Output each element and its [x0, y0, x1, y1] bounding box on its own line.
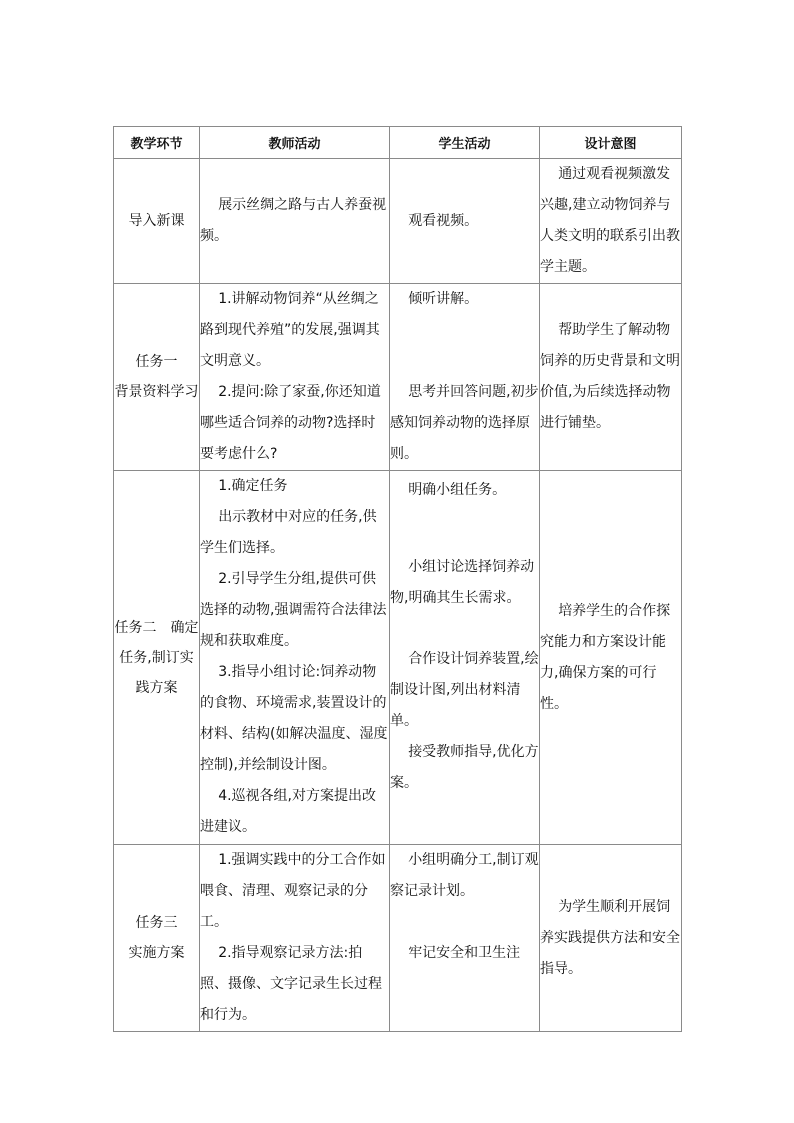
student-text: 倾听讲解。 [408, 291, 479, 307]
teacher-text: 2.指导观察记录方法:拍照、摄像、文字记录生长过程和行为。 [200, 945, 382, 1023]
header-student-activity: 学生活动 [390, 127, 540, 159]
teacher-text: 1.讲解动物饲养“从丝绸之路到现代养殖”的发展,强调其文明意义。 [200, 291, 380, 369]
student-text: 接受教师指导,优化方案。 [390, 744, 539, 791]
teacher-cell [200, 159, 390, 284]
intent-text: 为学生顺利开展饲养实践提供方法和安全指导。 [540, 898, 680, 977]
intent-text: 培养学生的合作探究能力和方案设计能力,确保方案的可行性。 [540, 602, 671, 712]
student-cell [390, 159, 540, 284]
teacher-text: 2.引导学生分组,提供可供选择的动物,强调需符合法律法规和获取难度。 [200, 571, 387, 649]
teacher-text: 出示教材中对应的任务,供学生们选择。 [200, 509, 377, 556]
teacher-text: 4.巡视各组,对方案提出改进建议。 [200, 788, 376, 835]
stage-cell [114, 159, 200, 284]
intent-text: 通过观看视频激发兴趣,建立动物饲养与人类文明的联系引出教学主题。 [540, 166, 680, 275]
stage-label: 实施方案 [128, 945, 185, 961]
student-text: 明确小组任务。 [408, 482, 507, 498]
stage-label: 导入新课 [128, 213, 185, 229]
intent-cell [540, 284, 682, 471]
stage-label: 背景资料学习 [114, 384, 199, 400]
student-cell [390, 471, 540, 845]
student-cell [390, 845, 540, 1032]
teacher-text: 1.强调实践中的分工合作如喂食、清理、观察记录的分工。 [200, 852, 386, 930]
stage-label: 任务三 [135, 915, 178, 931]
table-row [114, 284, 682, 471]
student-text: 合作设计饲养装置,绘制设计图,列出材料清单。 [390, 651, 539, 729]
student-text: 牢记安全和卫生注 [408, 945, 521, 961]
student-text: 观看视频。 [408, 212, 479, 229]
teacher-cell [200, 845, 390, 1032]
student-text: 小组讨论选择饲养动物,明确其生长需求。 [390, 559, 535, 606]
stage-cell [114, 845, 200, 1032]
teacher-text: 2.提问:除了家蚕,你还知道哪些适合饲养的动物?选择时要考虑什么? [200, 384, 381, 462]
teacher-cell [200, 284, 390, 471]
teacher-cell [200, 471, 390, 845]
table-row [114, 471, 682, 845]
header-design-intent: 设计意图 [540, 127, 682, 159]
header-row [114, 127, 682, 159]
stage-label: 任务二 确定任务,制订实践方案 [114, 619, 199, 696]
intent-cell [540, 471, 682, 845]
lesson-plan-table [113, 126, 682, 1032]
stage-cell [114, 284, 200, 471]
header-stage: 教学环节 [114, 127, 200, 159]
intent-cell [540, 845, 682, 1032]
intent-cell [540, 159, 682, 284]
teacher-text: 展示丝绸之路与古人养蚕视频。 [200, 197, 387, 244]
teacher-text: 1.确定任务 [218, 478, 288, 494]
header-teacher-activity: 教师活动 [200, 127, 390, 159]
student-cell [390, 284, 540, 471]
student-text: 思考并回答问题,初步感知饲养动物的选择原则。 [390, 384, 539, 462]
table-row [114, 845, 682, 1032]
student-text: 小组明确分工,制订观察记录计划。 [390, 852, 539, 899]
teacher-text: 3.指导小组讨论:饲养动物的食物、环境需求,装置设计的材料、结构(如解决温度、湿度控制),并绘制设计图。 [200, 664, 388, 773]
table-row [114, 159, 682, 284]
stage-cell [114, 471, 200, 845]
intent-text: 帮助学生了解动物饲养的历史背景和文明价值,为后续选择动物进行铺垫。 [540, 322, 680, 431]
stage-label: 任务一 [135, 354, 178, 370]
